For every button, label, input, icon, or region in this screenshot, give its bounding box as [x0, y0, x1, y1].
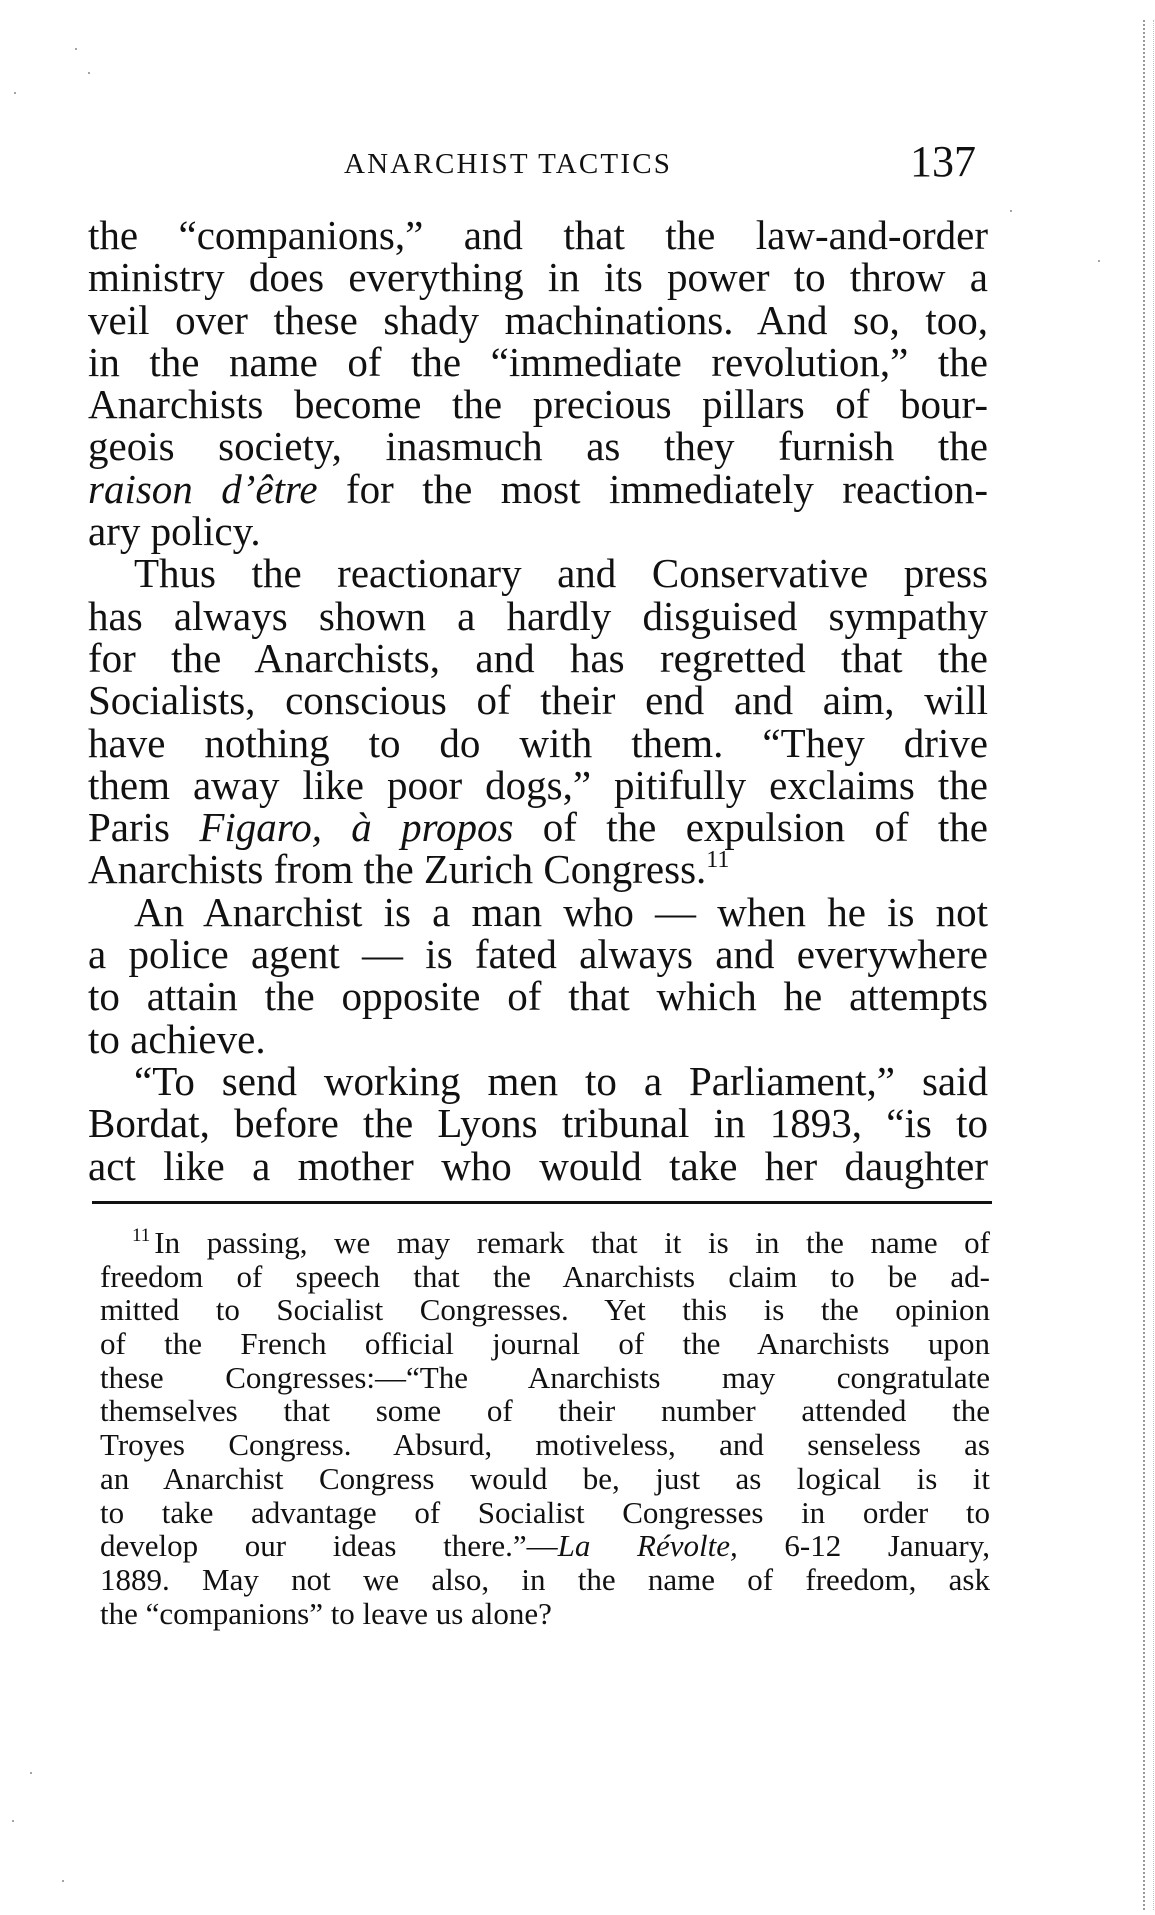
text-line	[88, 804, 989, 851]
text-line: Bordat, before the Lyons tribunal in 1893, “is to	[88, 1100, 988, 1147]
footnote-line: of the French official journal of the Anarchists upon	[100, 1326, 990, 1362]
footnote-line: the “companions” to leave us alone?	[100, 1595, 552, 1631]
page-number: 137	[910, 137, 976, 186]
text-run: Paris	[88, 804, 200, 851]
footnote-line: mitted to Socialist Congresses. Yet this is the opinion	[100, 1292, 990, 1328]
footnote-separator-rule	[92, 1201, 992, 1204]
text-run: of the expulsion of the	[513, 804, 989, 851]
body-text	[88, 214, 988, 1187]
text-line: have nothing to do with them. “They drive	[88, 719, 988, 766]
text-line: has always shown a hardly disguised sympathy	[88, 592, 988, 639]
text-line: An Anarchist is a man who — when he is not	[134, 888, 988, 935]
text-line: in the name of the “immediate revolution,” the	[88, 338, 988, 385]
footnote-line: to take advantage of Socialist Congresses in order to	[100, 1494, 990, 1530]
text-run: develop our ideas there.”—	[100, 1528, 558, 1564]
text-run: 6-12 January,	[737, 1528, 990, 1564]
footnote-line: themselves that some of their number attended the	[100, 1393, 990, 1429]
text-line: to attain the opposite of that which he attempts	[88, 973, 988, 1020]
italic-phrase: Figaro, à propos	[199, 804, 514, 851]
text-line: a police agent — is fated always and everywhere	[88, 931, 988, 978]
text-run: Anarchists from the Zurich Congress.	[88, 846, 707, 893]
text-run: for the most immediately reaction-	[317, 465, 988, 512]
text-line: Socialists, conscious of their end and aim, will	[88, 677, 988, 724]
scan-speck	[62, 1880, 64, 1882]
text-line: veil over these shady machinations. And so, too,	[88, 296, 988, 343]
italic-phrase: raison d’être	[88, 465, 318, 512]
text-line	[88, 846, 988, 893]
footnote	[100, 1226, 990, 1630]
text-line: the “companions,” and that the law-and-order	[88, 212, 988, 258]
footnote-line: freedom of speech that the Anarchists claim to be ad-	[100, 1258, 990, 1294]
running-title: ANARCHIST TACTICS	[344, 148, 673, 180]
text-line: for the Anarchists, and has regretted that the	[88, 634, 988, 681]
scan-speck	[12, 1820, 14, 1822]
italic-title: La Révolte,	[557, 1528, 738, 1564]
footnote-line: an Anarchist Congress would be, just as logical is it	[100, 1460, 990, 1496]
text-line: geois society, inasmuch as they furnish the	[88, 423, 988, 470]
footnote-line: 1889. May not we also, in the name of freedom, ask	[100, 1561, 990, 1597]
footnote-line	[100, 1226, 990, 1260]
footnote-line: Troyes Congress. Absurd, motiveless, and senseless as	[100, 1427, 990, 1463]
footnote-line: these Congresses:—“The Anarchists may congratulate	[100, 1359, 990, 1395]
scan-speck	[75, 48, 77, 50]
text-line: “To send working men to a Parliament,” said	[134, 1057, 988, 1104]
text-run: In passing, we may remark that it is in the name of	[154, 1225, 990, 1260]
scan-speck	[14, 92, 16, 94]
scan-speck	[88, 72, 90, 74]
footnote-marker: 11	[132, 1225, 151, 1246]
text-line: ministry does everything in its power to throw a	[88, 254, 988, 301]
scan-speck	[1010, 210, 1012, 212]
text-line: act like a mother who would take her daughter	[88, 1142, 988, 1189]
running-head	[0, 138, 1155, 186]
text-line: to achieve.	[88, 1015, 266, 1062]
footnote-line	[100, 1529, 990, 1563]
text-line	[88, 465, 988, 512]
text-line: them away like poor dogs,” pitifully exclaims the	[88, 761, 988, 808]
scan-speck	[30, 1772, 32, 1774]
text-line: ary policy.	[88, 508, 261, 555]
scan-speck	[1098, 260, 1100, 262]
page-edge-scan-artifact	[1143, 20, 1154, 1910]
text-line: Anarchists become the precious pillars of bour-	[88, 381, 988, 428]
footnote-reference[interactable]: 11	[706, 847, 730, 874]
text-line: Thus the reactionary and Conservative press	[134, 550, 988, 597]
